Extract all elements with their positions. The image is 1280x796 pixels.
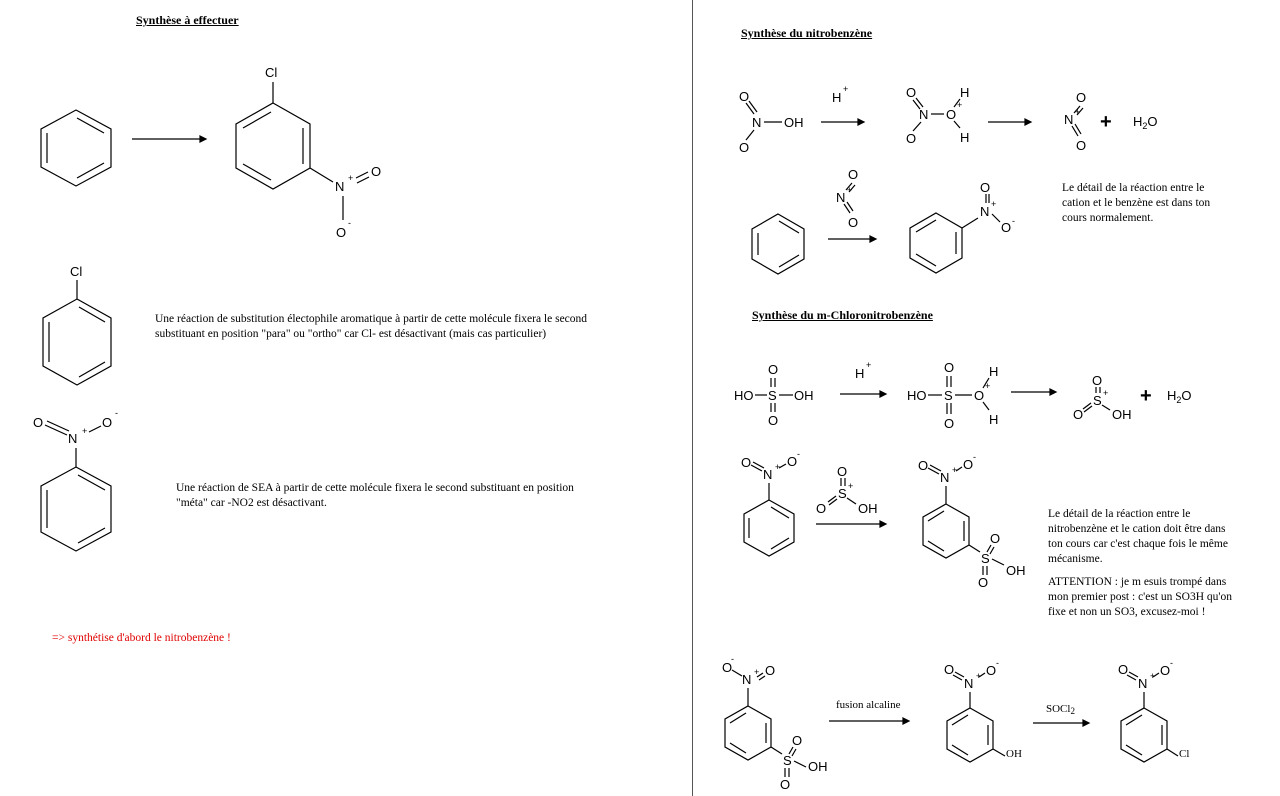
reaction-arrow <box>829 718 909 724</box>
svg-text:H: H <box>989 364 999 379</box>
svg-text:O: O <box>739 89 750 104</box>
svg-text:O: O <box>1001 220 1012 235</box>
svg-text:OH: OH <box>858 501 878 516</box>
proton-label: H <box>832 90 842 105</box>
water-label: $H_2O$ <box>1167 388 1192 405</box>
note-line: "méta" car -NO2 est désactivant. <box>176 497 327 509</box>
svg-text:O: O <box>768 413 779 428</box>
svg-text:O: O <box>780 777 791 792</box>
svg-text:O: O <box>980 180 991 195</box>
proton-label: H <box>855 366 865 381</box>
svg-text:O: O <box>848 167 859 182</box>
svg-text:+: + <box>952 465 958 475</box>
svg-text:N: N <box>752 115 762 130</box>
svg-text:+: + <box>1150 671 1156 681</box>
svg-text:N: N <box>980 204 990 219</box>
svg-text:O: O <box>787 454 798 469</box>
svg-text:N: N <box>836 190 846 205</box>
svg-text:S: S <box>944 388 953 403</box>
svg-text:H: H <box>960 130 970 145</box>
svg-text:N: N <box>1138 676 1148 691</box>
protonated-nitric-acid-structure <box>906 85 969 146</box>
svg-text:OH: OH <box>1006 563 1026 578</box>
svg-text:+: + <box>848 481 854 491</box>
svg-text:N: N <box>919 107 929 122</box>
note-line: Le détail de la réaction entre le <box>1062 182 1205 194</box>
svg-text:O: O <box>946 107 957 122</box>
svg-text:N: N <box>1064 112 1074 127</box>
svg-text:N: N <box>940 470 950 485</box>
svg-text:+: + <box>976 671 982 681</box>
title-synthese-chloronitrobenzene: Synthèse du m-Chloronitrobenzène <box>752 308 933 322</box>
svg-text:O: O <box>906 131 917 146</box>
svg-text:H: H <box>960 85 970 100</box>
note-line: nitrobenzène et le cation doit être dans <box>1048 523 1226 535</box>
svg-text:O: O <box>848 215 859 230</box>
svg-text:O: O <box>944 360 955 375</box>
benzene-structure <box>41 110 111 186</box>
svg-text:O: O <box>974 388 985 403</box>
svg-text:-: - <box>731 654 734 664</box>
svg-text:O: O <box>741 455 752 470</box>
plus-sign: + <box>1140 385 1152 407</box>
svg-text:+: + <box>847 185 853 195</box>
nitrophenol-structure <box>944 658 1022 762</box>
svg-text:-: - <box>115 408 118 418</box>
svg-text:-: - <box>996 658 999 668</box>
svg-text:O: O <box>1092 373 1103 388</box>
reaction-arrow <box>816 521 886 527</box>
svg-text:+: + <box>348 173 354 183</box>
svg-text:+: + <box>1075 107 1081 117</box>
socl2-label: SOCl2 <box>1046 703 1075 716</box>
note-line: Une réaction de SEA à partir de cette molécule fixera le second substituant en position <box>176 482 574 494</box>
svg-text:O: O <box>837 464 848 479</box>
svg-text:S: S <box>981 551 990 566</box>
title-synthese-nitrobenzene: Synthèse du nitrobenzène <box>741 26 873 40</box>
note-line: cours normalement. <box>1062 212 1154 224</box>
svg-text:OH: OH <box>1006 748 1022 760</box>
svg-text:S: S <box>783 753 792 768</box>
svg-text:OH: OH <box>784 115 804 130</box>
svg-text:O: O <box>816 501 827 516</box>
svg-text:-: - <box>797 449 800 459</box>
svg-text:O: O <box>768 362 779 377</box>
svg-text:O: O <box>944 662 955 677</box>
nitrobenzene-structure <box>741 449 800 556</box>
svg-text:O: O <box>739 140 750 155</box>
reaction-arrow <box>821 119 864 125</box>
svg-text:O: O <box>1076 90 1087 105</box>
charge-plus: + <box>843 84 849 94</box>
svg-text:N: N <box>335 179 345 194</box>
svg-text:S: S <box>1093 393 1102 408</box>
nitrobenzene-structure <box>910 180 1015 273</box>
svg-text:-: - <box>1012 216 1015 226</box>
svg-text:-: - <box>1170 658 1173 668</box>
svg-text:O: O <box>1076 138 1087 153</box>
svg-text:O: O <box>944 416 955 431</box>
sulfuric-acid-structure <box>734 362 814 428</box>
reaction-arrow <box>828 236 876 242</box>
note-line: ATTENTION : je m esuis trompé dans <box>1048 576 1227 588</box>
svg-text:N: N <box>763 467 773 482</box>
plus-sign: + <box>1100 111 1112 133</box>
reaction-arrow <box>132 136 206 142</box>
svg-text:O: O <box>102 415 113 430</box>
svg-text:O: O <box>1073 407 1084 422</box>
sulfonium-ion-structure <box>816 464 878 516</box>
nitronium-ion-structure <box>1064 90 1086 153</box>
note-line: Le détail de la réaction entre le <box>1048 508 1191 520</box>
svg-text:O: O <box>1118 662 1129 677</box>
svg-text:N: N <box>742 672 752 687</box>
svg-text:S: S <box>838 486 847 501</box>
conclusion-text: => synthétise d'abord le nitrobenzène ! <box>52 632 231 644</box>
charge-plus: + <box>866 360 872 370</box>
svg-text:OH: OH <box>794 388 814 403</box>
svg-text:O: O <box>765 663 776 678</box>
svg-text:+: + <box>82 426 88 436</box>
nitric-acid-structure <box>739 89 804 155</box>
benzene-structure <box>752 214 804 274</box>
nitrobenzenesulfonic-acid-structure <box>918 452 1026 590</box>
sulfonium-ion-structure <box>1073 373 1132 422</box>
title-synthese-a-effectuer: Synthèse à effectuer <box>136 13 239 27</box>
note-line: mécanisme. <box>1048 553 1103 565</box>
chloronitrobenzene-structure <box>1118 658 1189 762</box>
svg-text:O: O <box>978 575 989 590</box>
svg-text:HO: HO <box>734 388 754 403</box>
nitrobenzene-structure <box>33 408 118 551</box>
svg-text:O: O <box>722 660 733 675</box>
svg-text:O: O <box>990 531 1001 546</box>
svg-text:+: + <box>985 381 991 391</box>
chlorobenzene-structure <box>43 264 111 385</box>
svg-text:-: - <box>973 452 976 462</box>
svg-text:N: N <box>68 431 78 446</box>
svg-text:O: O <box>1160 663 1171 678</box>
note-line: ton cours car c'est chaque fois le même <box>1048 538 1228 550</box>
svg-text:O: O <box>792 733 803 748</box>
svg-text:H: H <box>989 412 999 427</box>
svg-text:Cl: Cl <box>265 65 278 80</box>
svg-text:O: O <box>371 164 382 179</box>
svg-text:OH: OH <box>1112 407 1132 422</box>
note-line: mon premier post : c'est un SO3H qu'on <box>1048 591 1232 603</box>
svg-text:+: + <box>991 199 997 209</box>
note-line: Une réaction de substitution électophile aromatique à partir de cette molécule fixera le second <box>155 313 588 325</box>
svg-text:O: O <box>906 85 917 100</box>
svg-text:-: - <box>348 218 351 228</box>
note-line: cation et le benzène est dans ton <box>1062 197 1211 209</box>
svg-text:Cl: Cl <box>1179 748 1190 760</box>
svg-text:+: + <box>775 462 781 472</box>
reaction-arrow <box>840 391 886 397</box>
nitronium-ion-structure <box>836 167 858 230</box>
svg-text:HO: HO <box>907 388 927 403</box>
protonated-sulfuric-acid-structure <box>907 360 998 431</box>
reaction-arrow <box>1011 389 1056 395</box>
svg-text:+: + <box>754 667 760 677</box>
fusion-alcaline-label: fusion alcaline <box>836 699 901 711</box>
note-line: substituant en position "para" ou "ortho" car Cl- est désactivant (mais cas particulier) <box>155 328 547 340</box>
svg-text:OH: OH <box>808 759 828 774</box>
svg-text:O: O <box>33 415 44 430</box>
note-line: fixe et non un SO3, excusez-moi ! <box>1048 606 1206 618</box>
svg-text:O: O <box>963 457 974 472</box>
svg-text:S: S <box>768 388 777 403</box>
svg-text:O: O <box>986 663 997 678</box>
svg-text:+: + <box>1103 388 1109 398</box>
svg-text:O: O <box>918 458 929 473</box>
svg-text:+: + <box>957 100 963 110</box>
chloronitrobenzene-structure <box>236 65 381 240</box>
svg-text:N: N <box>964 676 974 691</box>
svg-text:Cl: Cl <box>70 264 83 279</box>
water-label: $H_2O$ <box>1133 114 1158 131</box>
reaction-arrow <box>988 119 1031 125</box>
svg-text:O: O <box>336 225 347 240</box>
reaction-arrow <box>1033 720 1089 726</box>
nitrobenzenesulfonic-acid-structure <box>722 654 828 792</box>
